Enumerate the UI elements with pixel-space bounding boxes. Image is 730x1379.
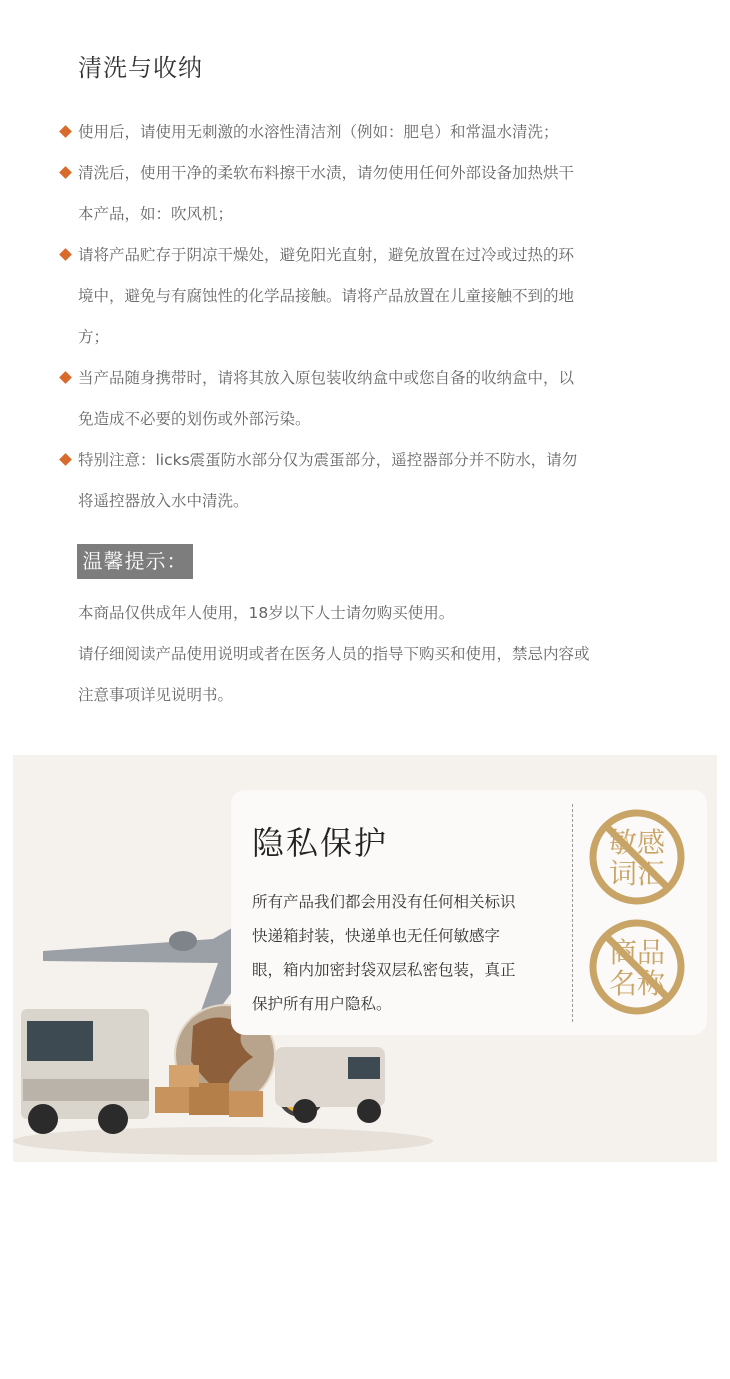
bullet-diamond-icon [59, 453, 72, 466]
care-line: 方； [78, 328, 110, 346]
care-item [60, 112, 670, 153]
bullet-diamond-icon [59, 125, 72, 138]
bullet-diamond-icon [59, 248, 72, 261]
truck-icon [21, 1009, 149, 1134]
stamp2-line1: 商品 [608, 936, 666, 969]
stamp1-line1: 敏感 [608, 826, 666, 859]
bullet-diamond-icon [59, 166, 72, 179]
care-item [60, 358, 670, 440]
stamp2-line2: 名称 [608, 967, 666, 1000]
no-product-name-icon [588, 918, 686, 1016]
care-line: 使用后，请使用无刺激的水溶性清洁剂（例如：肥皂）和常温水清洗； [78, 123, 559, 141]
stamp1-line2: 词汇 [608, 857, 666, 890]
no-sensitive-words-icon [588, 808, 686, 906]
privacy-card [231, 790, 707, 1035]
care-line: 清洗后，使用干净的柔软布料擦干水渍，请勿使用任何外部设备加热烘干 [78, 164, 575, 182]
tip-line: 本商品仅供成年人使用，18岁以下人士请勿购买使用。 [78, 604, 455, 622]
tip-line: 请仔细阅读产品使用说明或者在医务人员的指导下购买和使用，禁忌内容或 [78, 645, 590, 663]
privacy-line: 眼，箱内加密封袋双层私密包装，真正 [252, 961, 516, 979]
care-line: 境中，避免与有腐蚀性的化学品接触。请将产品放置在儿童接触不到的地 [78, 287, 575, 305]
tips-text [78, 593, 678, 716]
care-line: 免造成不必要的划伤或外部污染。 [78, 410, 311, 428]
privacy-line: 保护所有用户隐私。 [252, 995, 392, 1013]
tips-badge: 温馨提示： [77, 544, 193, 579]
privacy-line: 快递箱封装，快递单也无任何敏感字 [252, 927, 501, 945]
dashed-divider [572, 804, 573, 1022]
care-list [60, 112, 670, 522]
care-line: 本产品，如：吹风机； [78, 205, 234, 223]
care-item [60, 235, 670, 358]
care-line: 将遥控器放入水中清洗。 [78, 492, 249, 510]
section-title: 清洗与收纳 [78, 54, 203, 82]
privacy-text [252, 885, 572, 1021]
bullet-diamond-icon [59, 371, 72, 384]
care-line: 特别注意：licks震蛋防水部分仅为震蛋部分，遥控器部分并不防水，请勿 [78, 451, 578, 469]
care-line: 请将产品贮存于阴凉干燥处，避免阳光直射，避免放置在过冷或过热的环 [78, 246, 575, 264]
care-line: 当产品随身携带时，请将其放入原包装收纳盒中或您自备的收纳盒中，以 [78, 369, 575, 387]
tip-line: 注意事项详见说明书。 [78, 686, 234, 704]
privacy-line: 所有产品我们都会用没有任何相关标识 [252, 893, 516, 911]
care-item [60, 440, 670, 522]
privacy-title: 隐私保护 [252, 824, 389, 862]
care-item [60, 153, 670, 235]
privacy-banner [13, 755, 717, 1162]
